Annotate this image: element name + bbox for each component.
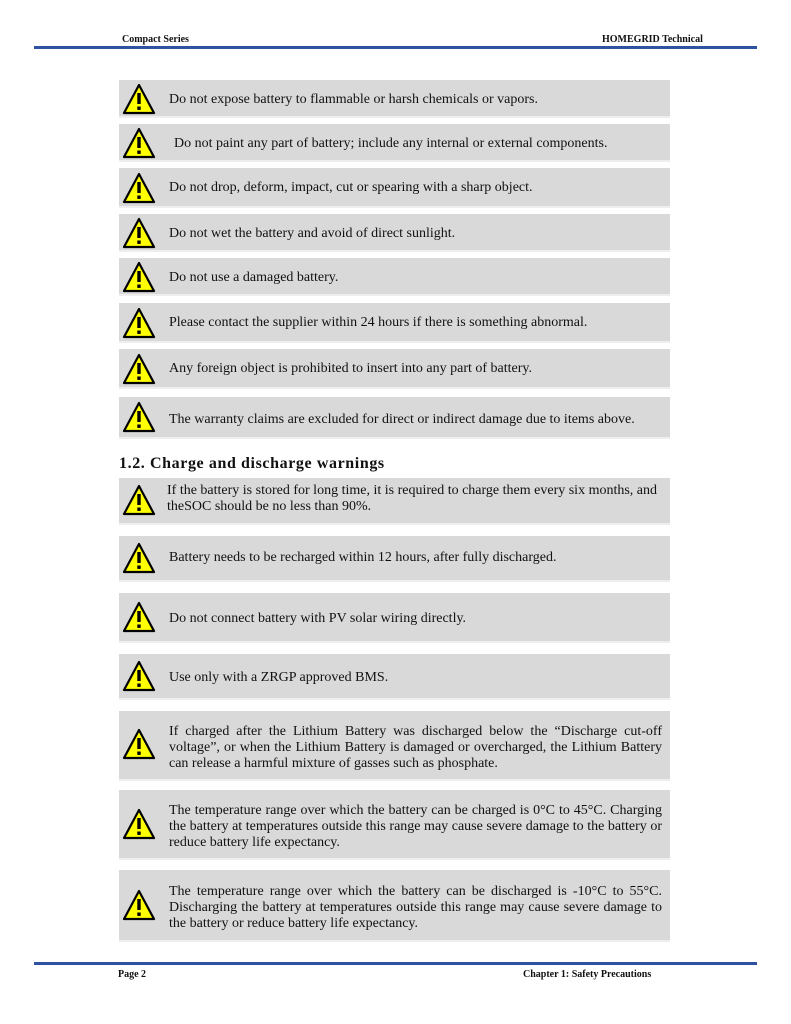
header-right: HOMEGRID Technical xyxy=(602,34,703,45)
footer-rule xyxy=(34,962,757,965)
warning-triangle-icon xyxy=(122,889,156,921)
warning-text: Any foreign object is prohibited to insert into any part of battery. xyxy=(169,361,533,376)
warning-row xyxy=(119,790,670,860)
warning-text: Use only with a ZRGP approved BMS. xyxy=(169,670,389,685)
warning-row xyxy=(119,397,670,439)
warning-triangle-icon xyxy=(122,728,156,760)
warning-text: The warranty claims are excluded for direct or indirect damage due to items above. xyxy=(169,412,635,427)
warning-row xyxy=(119,870,670,942)
header-rule xyxy=(34,46,757,49)
warning-row xyxy=(119,349,670,389)
warning-row xyxy=(119,124,670,162)
section-title: 1.2. Charge and discharge warnings xyxy=(119,455,385,472)
warning-text: Do not connect battery with PV solar wiring directly. xyxy=(169,611,467,626)
warning-triangle-icon xyxy=(122,601,156,633)
header-left: Compact Series xyxy=(122,34,189,45)
footer-chapter: Chapter 1: Safety Precautions xyxy=(523,969,652,980)
warning-triangle-icon xyxy=(122,307,156,339)
warning-text: Please contact the supplier within 24 hours if there is something abnormal. xyxy=(169,315,588,330)
warning-row xyxy=(119,478,670,525)
warning-row xyxy=(119,303,670,343)
warning-triangle-icon xyxy=(122,660,156,692)
warning-text: Do not paint any part of battery; include any internal or external components. xyxy=(174,136,608,151)
warning-triangle-icon xyxy=(122,353,156,385)
warning-triangle-icon xyxy=(122,484,156,516)
warning-text: Do not drop, deform, impact, cut or spearing with a sharp object. xyxy=(169,180,533,195)
warning-row xyxy=(119,258,670,296)
warning-triangle-icon xyxy=(122,172,156,204)
warning-triangle-icon xyxy=(122,127,156,159)
warning-row xyxy=(119,168,670,208)
warning-triangle-icon xyxy=(122,261,156,293)
warning-row xyxy=(119,593,670,643)
warning-row xyxy=(119,536,670,582)
warning-text: The temperature range over which the battery can be discharged is -10°C to 55°C. Discharging the battery at temperatures outside this range may cause severe damage to the battery or reduce battery life expectancy. xyxy=(169,884,662,931)
warning-triangle-icon xyxy=(122,217,156,249)
warning-triangle-icon xyxy=(122,808,156,840)
warning-text: If charged after the Lithium Battery was discharged below the “Discharge cut-off voltage”, or when the Lithium Battery is damaged or overcharged, the Lithium Battery can release a harmful mixture of gasses such as phosphate. xyxy=(169,724,662,771)
warning-triangle-icon xyxy=(122,83,156,115)
warning-text: Do not use a damaged battery. xyxy=(169,270,339,285)
warning-row xyxy=(119,654,670,700)
warning-text: Battery needs to be recharged within 12 hours, after fully discharged. xyxy=(169,550,557,565)
warning-text: If the battery is stored for long time, it is required to charge them every six months, and theSOC should be no less than 90%. xyxy=(167,483,658,514)
warning-text: Do not wet the battery and avoid of direct sunlight. xyxy=(169,226,456,241)
warning-triangle-icon xyxy=(122,542,156,574)
warning-text: Do not expose battery to flammable or harsh chemicals or vapors. xyxy=(169,92,538,107)
warning-text: The temperature range over which the battery can be charged is 0°C to 45°C. Charging the battery at temperatures outside this range may cause severe damage to the battery or reduce battery life expectancy. xyxy=(169,803,662,850)
warning-triangle-icon xyxy=(122,401,156,433)
warning-row xyxy=(119,214,670,252)
warning-row xyxy=(119,80,670,118)
footer-page-number: Page 2 xyxy=(118,969,147,980)
warning-row xyxy=(119,711,670,781)
